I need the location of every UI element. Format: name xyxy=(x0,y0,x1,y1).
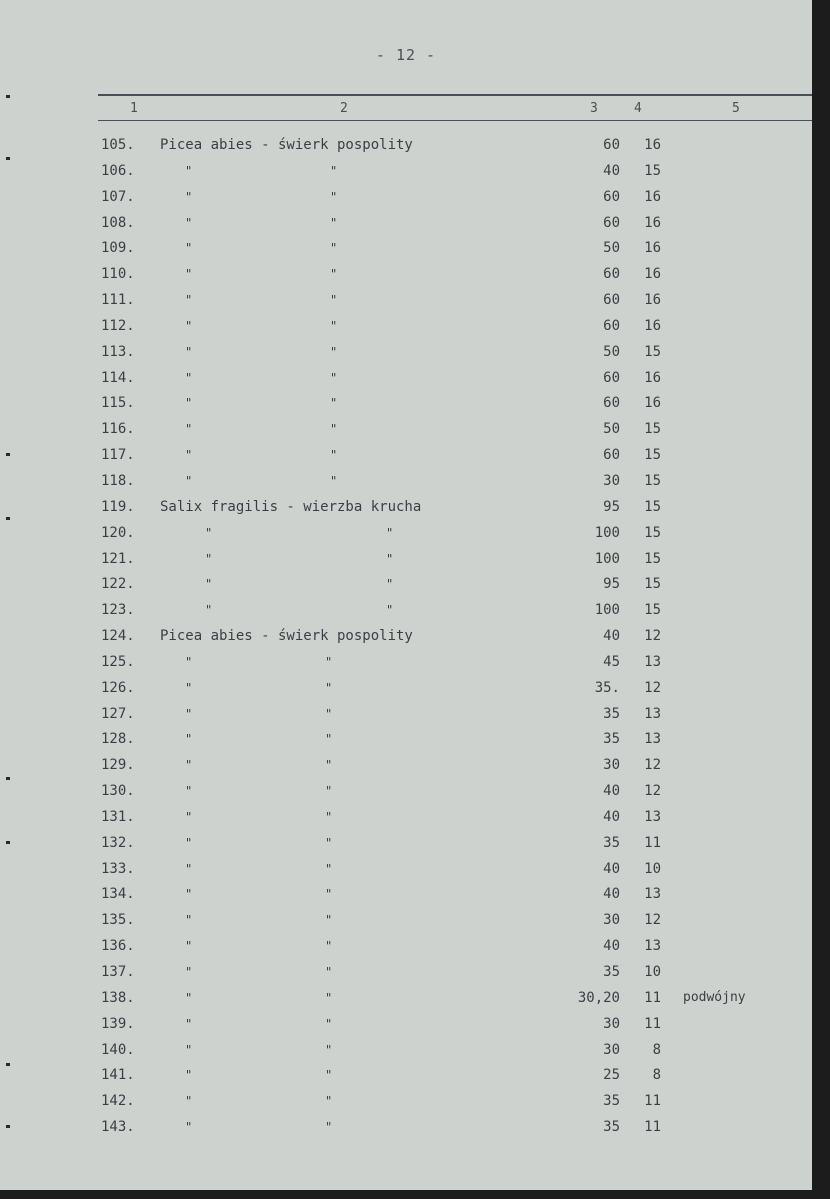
column-4-value: 13 xyxy=(644,705,661,722)
ditto-mark: " xyxy=(185,267,193,282)
margin-mark xyxy=(6,95,10,98)
ditto-mark: " xyxy=(330,422,338,437)
column-3-value: 95 xyxy=(603,576,620,593)
column-3-value: 35 xyxy=(603,731,620,748)
ditto-mark: " xyxy=(185,163,193,178)
table-row xyxy=(0,417,812,443)
ditto-mark: " xyxy=(185,344,193,359)
ditto-mark: " xyxy=(325,939,333,954)
ditto-mark: " xyxy=(325,732,333,747)
ditto-mark: " xyxy=(386,525,394,540)
row-number: 109. xyxy=(101,240,135,257)
column-4-value: 15 xyxy=(644,576,661,593)
row-number: 111. xyxy=(101,292,135,309)
column-4-value: 15 xyxy=(644,447,661,464)
scan-border-right xyxy=(812,0,830,1199)
ditto-mark: " xyxy=(330,163,338,178)
column-3-value: 30,20 xyxy=(577,989,620,1006)
table-row xyxy=(0,314,812,340)
ditto-mark: " xyxy=(185,990,193,1005)
table-row xyxy=(0,1089,812,1115)
ditto-mark: " xyxy=(185,758,193,773)
column-3-value: 35 xyxy=(603,1093,620,1110)
ditto-mark: " xyxy=(325,990,333,1005)
row-number: 125. xyxy=(101,653,135,670)
column-4-value: 15 xyxy=(644,524,661,541)
column-3-value: 35 xyxy=(603,705,620,722)
table-row xyxy=(0,1012,812,1038)
column-4-value: 16 xyxy=(644,292,661,309)
table-row xyxy=(0,598,812,624)
column-3-value: 50 xyxy=(603,421,620,438)
ditto-mark: " xyxy=(185,1068,193,1083)
ditto-mark: " xyxy=(185,809,193,824)
column-4-value: 8 xyxy=(652,1067,661,1084)
row-number: 142. xyxy=(101,1093,135,1110)
row-number: 133. xyxy=(101,860,135,877)
ditto-mark: " xyxy=(185,1016,193,1031)
column-3-value: 100 xyxy=(594,524,620,541)
row-number: 119. xyxy=(101,498,135,515)
table-row xyxy=(0,753,812,779)
column-3-value: 60 xyxy=(603,214,620,231)
ditto-mark: " xyxy=(185,396,193,411)
row-number: 132. xyxy=(101,834,135,851)
column-4-value: 16 xyxy=(644,214,661,231)
table-row xyxy=(0,211,812,237)
ditto-mark: " xyxy=(325,887,333,902)
column-3-value: 30 xyxy=(603,757,620,774)
column-3-value: 40 xyxy=(603,808,620,825)
column-3-value: 35 xyxy=(603,834,620,851)
column-4-value: 11 xyxy=(644,989,661,1006)
ditto-mark: " xyxy=(386,577,394,592)
column-4-value: 11 xyxy=(644,1093,661,1110)
column-4-value: 13 xyxy=(644,731,661,748)
column-header-3: 3 xyxy=(590,101,598,116)
table-row xyxy=(0,133,812,159)
column-4-value: 15 xyxy=(644,498,661,515)
column-3-value: 40 xyxy=(603,938,620,955)
ditto-mark: " xyxy=(325,1042,333,1057)
ditto-mark: " xyxy=(185,370,193,385)
column-4-value: 11 xyxy=(644,834,661,851)
ditto-mark: " xyxy=(185,1094,193,1109)
ditto-mark: " xyxy=(330,267,338,282)
table-row xyxy=(0,1063,812,1089)
row-number: 122. xyxy=(101,576,135,593)
row-number: 118. xyxy=(101,472,135,489)
margin-mark xyxy=(6,453,10,456)
column-4-value: 13 xyxy=(644,886,661,903)
column-4-value: 16 xyxy=(644,317,661,334)
table-row xyxy=(0,185,812,211)
row-number: 134. xyxy=(101,886,135,903)
row-number: 137. xyxy=(101,964,135,980)
table-row xyxy=(0,262,812,288)
column-3-value: 40 xyxy=(603,783,620,800)
ditto-mark: " xyxy=(330,293,338,308)
ditto-mark: " xyxy=(330,448,338,463)
table-row xyxy=(0,288,812,314)
ditto-mark: " xyxy=(325,680,333,695)
page-number: - 12 - xyxy=(375,46,437,64)
table-row xyxy=(0,391,812,417)
ditto-mark: " xyxy=(185,189,193,204)
column-3-value: 30 xyxy=(603,472,620,489)
ditto-mark: " xyxy=(205,551,213,566)
table-row xyxy=(0,831,812,857)
row-number: 123. xyxy=(101,602,135,619)
row-number: 108. xyxy=(101,214,135,231)
column-4-value: 13 xyxy=(644,938,661,955)
column-header-2: 2 xyxy=(340,101,348,116)
table-row xyxy=(0,624,812,650)
ditto-mark: " xyxy=(325,1120,333,1135)
table-row xyxy=(0,521,812,547)
column-4-value: 13 xyxy=(644,653,661,670)
ditto-mark: " xyxy=(185,835,193,850)
ditto-mark: " xyxy=(325,913,333,928)
table-row xyxy=(0,934,812,960)
row-number: 131. xyxy=(101,808,135,825)
ditto-mark: " xyxy=(185,680,193,695)
ditto-mark: " xyxy=(185,215,193,230)
column-3-value: 60 xyxy=(603,369,620,386)
ditto-mark: " xyxy=(330,370,338,385)
column-3-value: 60 xyxy=(603,137,620,153)
ditto-mark: " xyxy=(185,913,193,928)
table-body xyxy=(0,133,812,1141)
ditto-mark: " xyxy=(205,577,213,592)
ditto-mark: " xyxy=(330,344,338,359)
column-4-value: 13 xyxy=(644,808,661,825)
ditto-mark: " xyxy=(205,603,213,618)
row-number: 116. xyxy=(101,421,135,438)
row-number: 128. xyxy=(101,731,135,748)
column-3-value: 35. xyxy=(594,679,620,696)
row-number: 106. xyxy=(101,162,135,179)
column-3-value: 35 xyxy=(603,1119,620,1136)
ditto-mark: " xyxy=(185,939,193,954)
row-number: 117. xyxy=(101,447,135,464)
table-row xyxy=(0,547,812,573)
table-row xyxy=(0,727,812,753)
ditto-mark: " xyxy=(325,784,333,799)
row-number: 135. xyxy=(101,912,135,929)
table-row xyxy=(0,960,812,986)
table-row xyxy=(0,702,812,728)
column-3-value: 30 xyxy=(603,1015,620,1032)
margin-mark xyxy=(6,841,10,844)
column-4-value: 16 xyxy=(644,395,661,412)
column-4-value: 16 xyxy=(644,137,661,153)
ditto-mark: " xyxy=(325,1068,333,1083)
ditto-mark: " xyxy=(325,758,333,773)
margin-mark xyxy=(6,1063,10,1066)
column-4-value: 15 xyxy=(644,602,661,619)
row-number: 114. xyxy=(101,369,135,386)
column-3-value: 40 xyxy=(603,162,620,179)
column-3-value: 60 xyxy=(603,447,620,464)
row-number: 112. xyxy=(101,317,135,334)
ditto-mark: " xyxy=(330,241,338,256)
column-3-value: 40 xyxy=(603,860,620,877)
ditto-mark: " xyxy=(325,706,333,721)
table-row xyxy=(0,340,812,366)
ditto-mark: " xyxy=(330,318,338,333)
column-3-value: 60 xyxy=(603,266,620,283)
row-number: 141. xyxy=(101,1067,135,1084)
column-3-value: 40 xyxy=(603,886,620,903)
column-3-value: 100 xyxy=(594,602,620,619)
column-3-value: 50 xyxy=(603,343,620,360)
table-row xyxy=(0,986,812,1012)
ditto-mark: " xyxy=(325,809,333,824)
table-row xyxy=(0,366,812,392)
row-number: 113. xyxy=(101,343,135,360)
row-number: 110. xyxy=(101,266,135,283)
species-name: Picea abies - świerk pospolity xyxy=(160,628,413,645)
column-5-note: podwójny xyxy=(683,989,746,1005)
row-number: 136. xyxy=(101,938,135,955)
column-3-value: 60 xyxy=(603,188,620,205)
ditto-mark: " xyxy=(386,551,394,566)
column-3-value: 60 xyxy=(603,395,620,412)
ditto-mark: " xyxy=(325,965,333,979)
column-4-value: 15 xyxy=(644,550,661,567)
ditto-mark: " xyxy=(330,189,338,204)
table-row xyxy=(0,882,812,908)
table-row xyxy=(0,779,812,805)
row-number: 140. xyxy=(101,1041,135,1058)
ditto-mark: " xyxy=(185,732,193,747)
ditto-mark: " xyxy=(185,473,193,488)
ditto-mark: " xyxy=(330,215,338,230)
column-4-value: 12 xyxy=(644,679,661,696)
table-row xyxy=(0,469,812,495)
table-row xyxy=(0,676,812,702)
ditto-mark: " xyxy=(330,473,338,488)
row-number: 127. xyxy=(101,705,135,722)
column-header-1: 1 xyxy=(130,101,138,116)
ditto-mark: " xyxy=(185,861,193,876)
row-number: 126. xyxy=(101,679,135,696)
column-4-value: 15 xyxy=(644,472,661,489)
margin-mark xyxy=(6,517,10,520)
ditto-mark: " xyxy=(325,654,333,669)
column-3-value: 30 xyxy=(603,912,620,929)
column-3-value: 35 xyxy=(603,964,620,980)
row-number: 129. xyxy=(101,757,135,774)
column-4-value: 15 xyxy=(644,162,661,179)
column-4-value: 15 xyxy=(644,421,661,438)
column-3-value: 60 xyxy=(603,292,620,309)
column-4-value: 16 xyxy=(644,369,661,386)
species-name: Salix fragilis - wierzba krucha xyxy=(160,498,422,515)
ditto-mark: " xyxy=(185,448,193,463)
column-3-value: 100 xyxy=(594,550,620,567)
row-number: 143. xyxy=(101,1119,135,1136)
row-number: 121. xyxy=(101,550,135,567)
margin-mark xyxy=(6,1125,10,1128)
ditto-mark: " xyxy=(325,861,333,876)
column-4-value: 10 xyxy=(644,964,661,980)
ditto-mark: " xyxy=(185,293,193,308)
table-row xyxy=(0,443,812,469)
column-3-value: 95 xyxy=(603,498,620,515)
column-4-value: 11 xyxy=(644,1119,661,1136)
table-header-rule xyxy=(98,120,816,121)
column-header-5: 5 xyxy=(732,101,740,116)
row-number: 105. xyxy=(101,137,135,153)
ditto-mark: " xyxy=(386,603,394,618)
column-4-value: 11 xyxy=(644,1015,661,1032)
ditto-mark: " xyxy=(205,525,213,540)
ditto-mark: " xyxy=(185,654,193,669)
row-number: 107. xyxy=(101,188,135,205)
row-number: 139. xyxy=(101,1015,135,1032)
margin-mark xyxy=(6,157,10,160)
column-4-value: 12 xyxy=(644,757,661,774)
ditto-mark: " xyxy=(325,1016,333,1031)
species-name: Picea abies - świerk pospolity xyxy=(160,137,413,153)
table-top-rule xyxy=(98,94,816,96)
column-4-value: 16 xyxy=(644,188,661,205)
scan-border-bottom xyxy=(0,1190,830,1199)
ditto-mark: " xyxy=(185,1120,193,1135)
table-row xyxy=(0,1038,812,1064)
ditto-mark: " xyxy=(185,965,193,979)
row-number: 138. xyxy=(101,989,135,1006)
ditto-mark: " xyxy=(185,784,193,799)
ditto-mark: " xyxy=(185,1042,193,1057)
column-4-value: 15 xyxy=(644,343,661,360)
ditto-mark: " xyxy=(185,887,193,902)
table-row xyxy=(0,805,812,831)
ditto-mark: " xyxy=(185,318,193,333)
column-4-value: 10 xyxy=(644,860,661,877)
ditto-mark: " xyxy=(185,241,193,256)
table-row xyxy=(0,159,812,185)
column-3-value: 30 xyxy=(603,1041,620,1058)
table-row xyxy=(0,650,812,676)
margin-mark xyxy=(6,777,10,780)
ditto-mark: " xyxy=(185,422,193,437)
column-header-4: 4 xyxy=(634,101,642,116)
row-number: 124. xyxy=(101,628,135,645)
row-number: 120. xyxy=(101,524,135,541)
table-row xyxy=(0,857,812,883)
column-4-value: 12 xyxy=(644,783,661,800)
column-3-value: 60 xyxy=(603,317,620,334)
ditto-mark: " xyxy=(325,1094,333,1109)
column-4-value: 12 xyxy=(644,628,661,645)
column-3-value: 50 xyxy=(603,240,620,257)
column-4-value: 16 xyxy=(644,266,661,283)
row-number: 115. xyxy=(101,395,135,412)
column-4-value: 16 xyxy=(644,240,661,257)
table-row xyxy=(0,236,812,262)
ditto-mark: " xyxy=(330,396,338,411)
column-3-value: 25 xyxy=(603,1067,620,1084)
column-4-value: 12 xyxy=(644,912,661,929)
table-row xyxy=(0,495,812,521)
table-row xyxy=(0,572,812,598)
table-row xyxy=(0,1115,812,1141)
column-4-value: 8 xyxy=(652,1041,661,1058)
column-3-value: 40 xyxy=(603,628,620,645)
column-3-value: 45 xyxy=(603,653,620,670)
ditto-mark: " xyxy=(325,835,333,850)
row-number: 130. xyxy=(101,783,135,800)
table-row xyxy=(0,908,812,934)
ditto-mark: " xyxy=(185,706,193,721)
